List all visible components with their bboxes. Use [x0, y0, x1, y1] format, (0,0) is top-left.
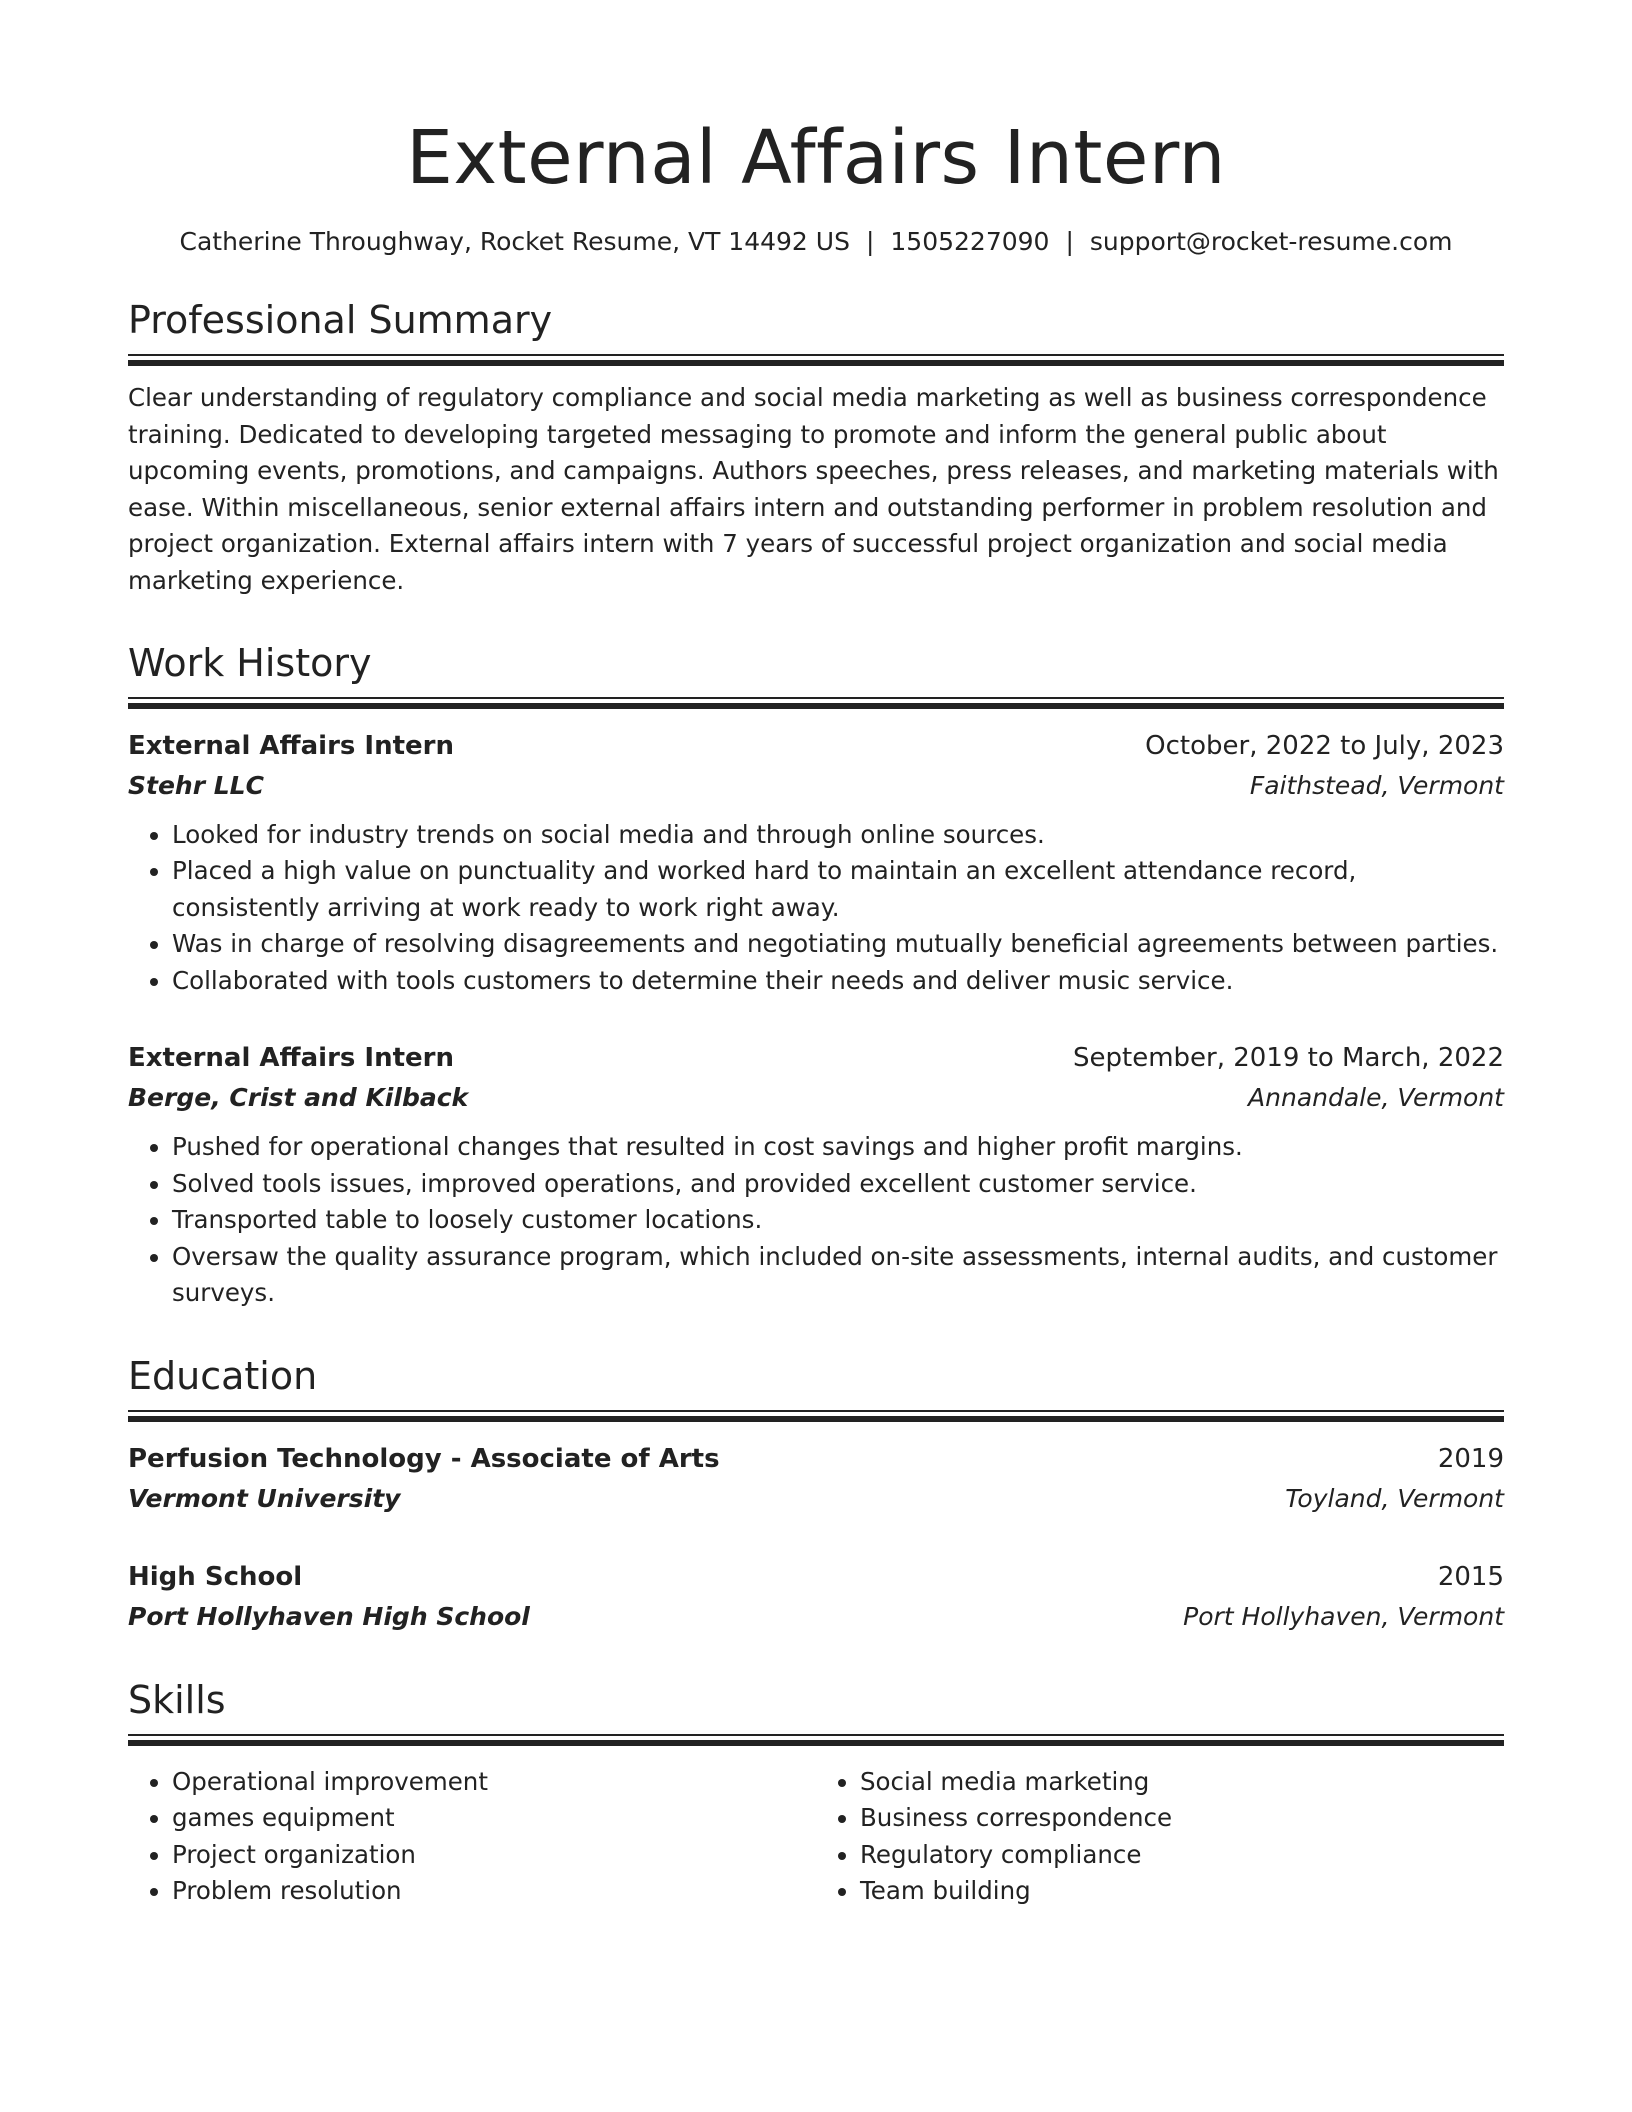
- contact-line: [128, 227, 1504, 256]
- skills-list-left: [128, 1764, 816, 1910]
- skills-list-right: [816, 1764, 1504, 1910]
- work-history-section: [128, 599, 1504, 1312]
- section-heading: Skills: [128, 1677, 226, 1722]
- education-location: Toyland, Vermont: [1285, 1483, 1504, 1513]
- list-item: • Solved tools issues, improved operations, and provided excellent customer service.: [172, 1166, 1504, 1203]
- list-item: • Looked for industry trends on social media and through online sources.: [172, 817, 1504, 854]
- education-year: 2015: [1437, 1561, 1504, 1592]
- job-title: External Affairs Intern: [128, 730, 455, 761]
- job-bullets: [128, 817, 1504, 1000]
- skill-item: • Project organization: [172, 1837, 816, 1874]
- list-item: • Collaborated with tools customers to determine their needs and deliver music service.: [172, 963, 1504, 1000]
- job-title: External Affairs Intern: [128, 1043, 455, 1074]
- contact-phone: 1505227090: [890, 227, 1050, 257]
- section-divider: [128, 697, 1504, 709]
- job-entry: [128, 1039, 1504, 1312]
- contact-address: Catherine Throughway, Rocket Resume, VT 14492 US: [179, 227, 850, 257]
- summary-section: [128, 256, 1504, 599]
- resume-title: External Affairs Intern: [406, 115, 1226, 201]
- skill-item: • Regulatory compliance: [860, 1837, 1504, 1874]
- skill-item: • Team building: [860, 1873, 1504, 1910]
- list-item: • Pushed for operational changes that resulted in cost savings and higher profit margins.: [172, 1129, 1504, 1166]
- education-entry: [128, 1558, 1504, 1636]
- list-item: • Was in charge of resolving disagreements and negotiating mutually beneficial agreements between parties.: [172, 926, 1504, 963]
- education-year: 2019: [1437, 1443, 1504, 1474]
- skills-columns: [128, 1764, 1504, 1910]
- summary-text: Clear understanding of regulatory compliance and social media marketing as well as business correspondence training. Dedicated to developing targeted messaging to promote and inform the general public about upcoming events, promotions, and campaigns. Authors speeches, press releases, and marketing materials with ease. Within miscellaneous, senior external affairs intern and outstanding performer in problem resolution and project organization. External affairs intern with 7 years of successful project organization and social media marketing experience.: [128, 383, 1499, 595]
- skill-item: • Problem resolution: [172, 1873, 816, 1910]
- education-degree: Perfusion Technology - Associate of Arts: [128, 1443, 720, 1474]
- section-divider: [128, 354, 1504, 366]
- skills-section: [128, 1636, 1504, 1910]
- job-employer: Berge, Crist and Kilback: [128, 1083, 469, 1113]
- job-employer: Stehr LLC: [128, 770, 264, 800]
- education-entry: [128, 1440, 1504, 1518]
- section-divider: [128, 1734, 1504, 1746]
- education-location: Port Hollyhaven, Vermont: [1183, 1601, 1504, 1631]
- contact-separator: |: [865, 227, 875, 257]
- section-divider: [128, 1410, 1504, 1422]
- contact-separator: |: [1065, 227, 1074, 257]
- contact-email: support@rocket-resume.com: [1089, 227, 1453, 257]
- list-item: • Transported table to loosely customer locations.: [172, 1202, 1504, 1239]
- skill-item: • Social media marketing: [860, 1764, 1504, 1801]
- education-degree: High School: [128, 1561, 303, 1592]
- job-location: Faithstead, Vermont: [1249, 770, 1504, 800]
- education-school: Vermont University: [128, 1483, 401, 1513]
- skill-item: • Operational improvement: [172, 1764, 816, 1801]
- education-school: Port Hollyhaven High School: [128, 1601, 530, 1631]
- skill-item: • Business correspondence: [860, 1800, 1504, 1837]
- section-heading: Professional Summary: [128, 298, 553, 343]
- section-heading: Education: [128, 1353, 318, 1398]
- education-section: [128, 1312, 1504, 1636]
- job-dates: September, 2019 to March, 2022: [1073, 1043, 1504, 1074]
- skill-item: • games equipment: [172, 1800, 816, 1837]
- job-entry: [128, 727, 1504, 1000]
- job-bullets: [128, 1129, 1504, 1312]
- job-location: Annandale, Vermont: [1248, 1083, 1504, 1113]
- list-item: • Oversaw the quality assurance program, which included on-site assessments, internal audits, and customer surveys.: [172, 1239, 1504, 1312]
- job-dates: October, 2022 to July, 2023: [1145, 730, 1504, 761]
- section-heading: Work History: [128, 641, 372, 686]
- list-item: • Placed a high value on punctuality and worked hard to maintain an excellent attendance record, consistently arriving at work ready to work right away.: [172, 853, 1504, 926]
